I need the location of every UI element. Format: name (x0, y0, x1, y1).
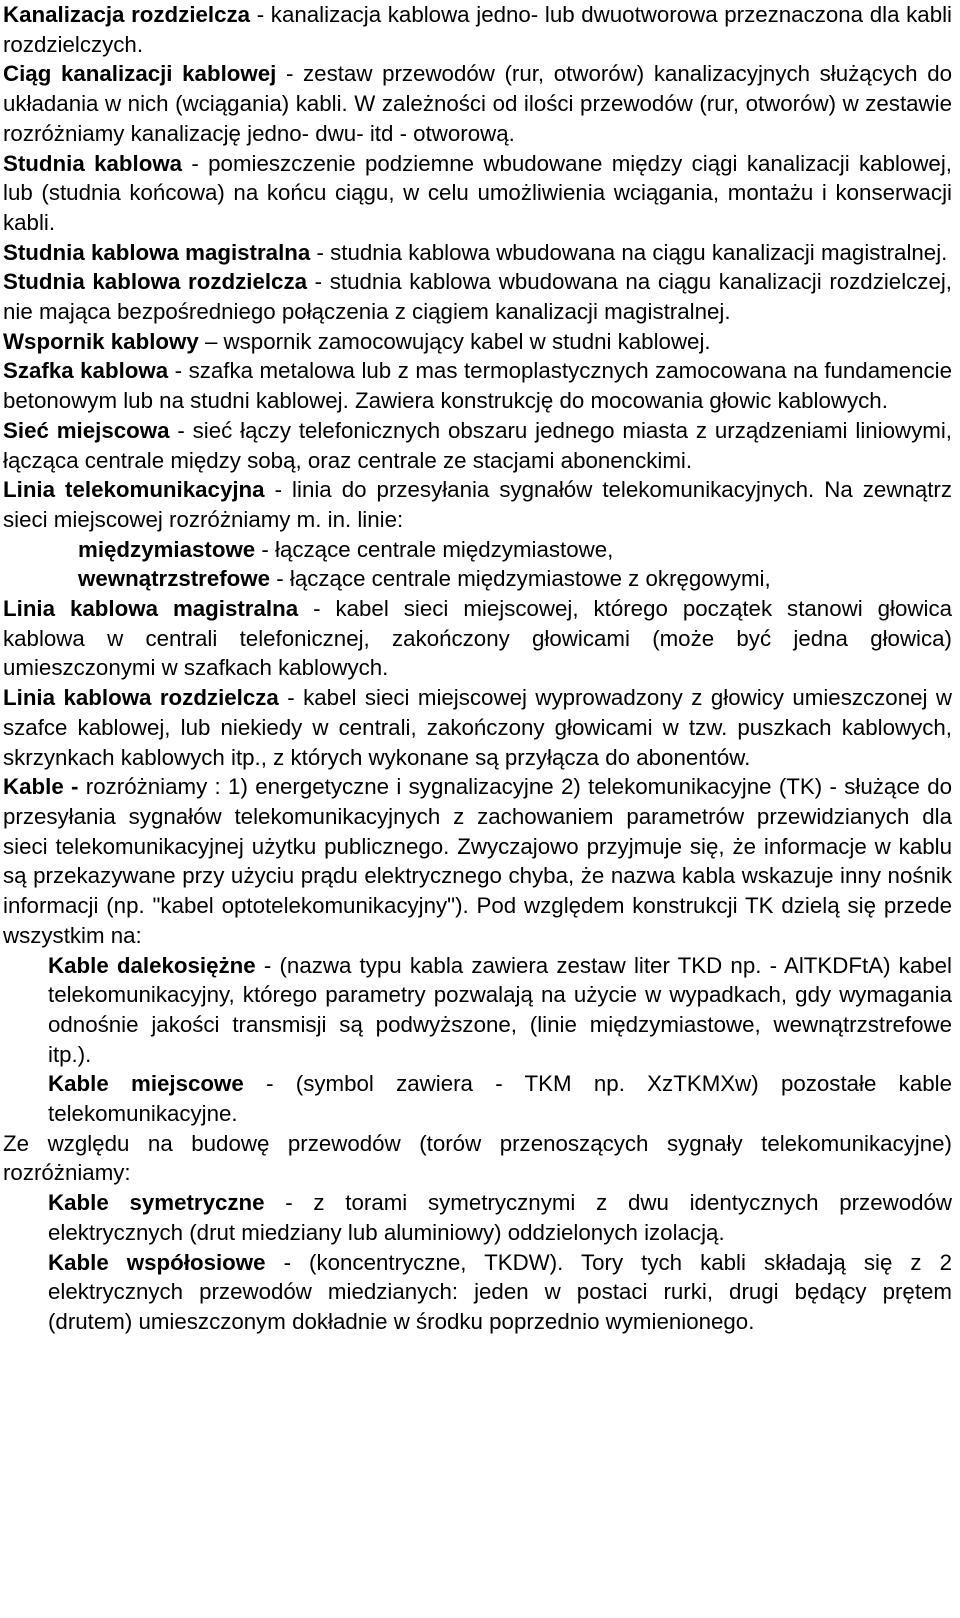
definition-text: - studnia kablowa wbudowana na ciągu kanalizacji magistralnej. (310, 239, 948, 265)
definition-term: wewnątrzstrefowe (78, 566, 271, 592)
definition-text: - kabel sieci miejscowej, którego początek stanowi głowica kablowa w centrali telefonicznej, zakończony głowicami (może być jedna głowica) umieszczonymi w szafkach kablowych. (3, 596, 952, 681)
definition-paragraph (3, 475, 952, 534)
definition-text: - zestaw przewodów (rur, otworów) kanalizacyjnych służących do układania w nich (wciągania) kabli. W zależności od ilości przewodów (rur, otworów) w zestawie rozróżniamy kanalizację jedno- dwu- itd - otworową. (3, 61, 952, 146)
definition-paragraph (3, 594, 952, 683)
definition-term: Kable symetryczne (48, 1190, 265, 1216)
definition-term: Studnia kablowa (3, 150, 183, 176)
definition-text: - studnia kablowa wbudowana na ciągu kanalizacji rozdzielczej, nie mająca bezpośredniego połączenia z ciągiem kanalizacji magistralnej. (3, 269, 953, 325)
definition-text: - (nazwa typu kabla zawiera zestaw liter TKD np. - AlTKDFtA) kabel telekomunikacyjny, którego parametry pozwalają na użycie w wypadkach, gdy wymagania odnośnie jakości transmisji są podwyższone, (linie międzymiastowe, wewnątrzstrefowe itp.). (48, 952, 952, 1067)
definition-paragraph (3, 772, 952, 950)
definition-text: – wspornik zamocowujący kabel w studni kablowej. (198, 328, 711, 354)
definition-paragraph (3, 683, 952, 772)
definition-paragraph (3, 267, 952, 326)
definition-text: - łączące centrale międzymiastowe, (255, 536, 614, 562)
definition-term: Linia kablowa magistralna (3, 596, 299, 622)
definition-term: Studnia kablowa rozdzielcza (3, 269, 307, 295)
definition-text: - szafka metalowa lub z mas termoplastycznych zamocowana na fundamencie betonowym lub na studni kablowej. Zawiera konstrukcję do mocowania głowic kablowych. (3, 358, 952, 414)
definition-paragraph (3, 1188, 952, 1247)
definition-paragraph (3, 1129, 952, 1188)
definition-term: Studnia kablowa magistralna (3, 239, 311, 265)
definition-term: Szafka kablowa (3, 358, 169, 384)
definition-text: - sieć łączy telefonicznych obszaru jednego miasta z urządzeniami liniowymi, łącząca centrale między sobą, oraz centrale ze stacjami abonenckimi. (3, 417, 953, 473)
definition-paragraph (3, 535, 952, 565)
definition-text: - kanalizacja kablowa jedno- lub dwuotworowa przeznaczona dla kabli rozdzielczych. (3, 2, 953, 57)
definition-paragraph (3, 951, 952, 1070)
definition-text: - (koncentryczne, TKDW). Tory tych kabli składają się z 2 elektrycznych przewodów miedzianych: jeden w postaci rurki, drugi będący prętem (drutem) umieszczonym dokładnie w środku poprzednio wymienionego. (48, 1249, 952, 1334)
definition-paragraph (3, 238, 952, 268)
definition-text: Ze względu na budowę przewodów (torów przenoszących sygnały telekomunikacyjne) rozróżniamy: (3, 1130, 952, 1186)
definition-text: - łączące centrale międzymiastowe z okręgowymi, (270, 566, 771, 592)
definition-paragraph (3, 59, 952, 148)
definition-term: Kanalizacja rozdzielcza (3, 2, 251, 27)
definition-term: Sieć miejscowa (3, 417, 170, 443)
definition-paragraph (3, 1248, 952, 1337)
definition-term: międzymiastowe (78, 536, 256, 562)
definition-text: - z torami symetrycznymi z dwu identycznych przewodów elektrycznych (drut miedziany lub aluminiowy) oddzielonych izolacją. (48, 1190, 952, 1245)
definition-text: - kabel sieci miejscowej wyprowadzony z głowicy umieszczonej w szafce kablowej, lub niekiedy w centrali, zakończony głowicami w tzw. puszkach kablowych, skrzynkach kablowych itp., z których wykonane są przyłącza do abonentów. (3, 685, 952, 770)
definition-paragraph (3, 356, 952, 415)
definition-text: - pomieszczenie podziemne wbudowane między ciągi kanalizacji kablowej, lub (studnia końcowa) na końcu ciągu, w celu umożliwienia wciągania, montażu i konserwacji kabli. (3, 150, 952, 235)
definition-text: - linia do przesyłania sygnałów telekomunikacyjnych. Na zewnątrz sieci miejscowej rozróżniamy m. in. linie: (3, 477, 952, 532)
definition-text: - (symbol zawiera - TKM np. XzTKMXw) pozostałe kable telekomunikacyjne. (48, 1071, 952, 1127)
definition-paragraph (3, 564, 952, 594)
definition-term: Linia kablowa rozdzielcza (3, 685, 279, 711)
definition-term: Kable miejscowe (48, 1071, 244, 1097)
definition-paragraph (3, 149, 952, 238)
definition-term: Kable - (3, 774, 79, 800)
definition-term: Ciąg kanalizacji kablowej (3, 61, 277, 87)
definition-term: Kable dalekosiężne (48, 952, 256, 978)
definition-paragraph (3, 416, 952, 475)
definition-paragraph (3, 327, 952, 357)
definition-term: Wspornik kablowy (3, 328, 199, 354)
definition-text: rozróżniamy : 1) energetyczne i sygnalizacyjne 2) telekomunikacyjne (TK) - służące do przesyłania sygnałów telekomunikacyjnych z zachowaniem parametrów przewidzianych dla sieci telekomunikacyjnej użytku publicznego. Zwyczajowo przyjmuje się, że informacje w kablu są przekazywane przy użyciu prądu elektrycznego chyba, że nazwa kabla wskazuje inny nośnik informacji (np. "kabel optotelekomunikacyjny"). Pod względem konstrukcji TK dzielą się przede wszystkim na: (3, 774, 952, 948)
definition-term: Kable współosiowe (48, 1249, 266, 1275)
definition-paragraph (3, 1069, 952, 1128)
definition-paragraph (3, 0, 952, 59)
definition-term: Linia telekomunikacyjna (3, 477, 265, 503)
